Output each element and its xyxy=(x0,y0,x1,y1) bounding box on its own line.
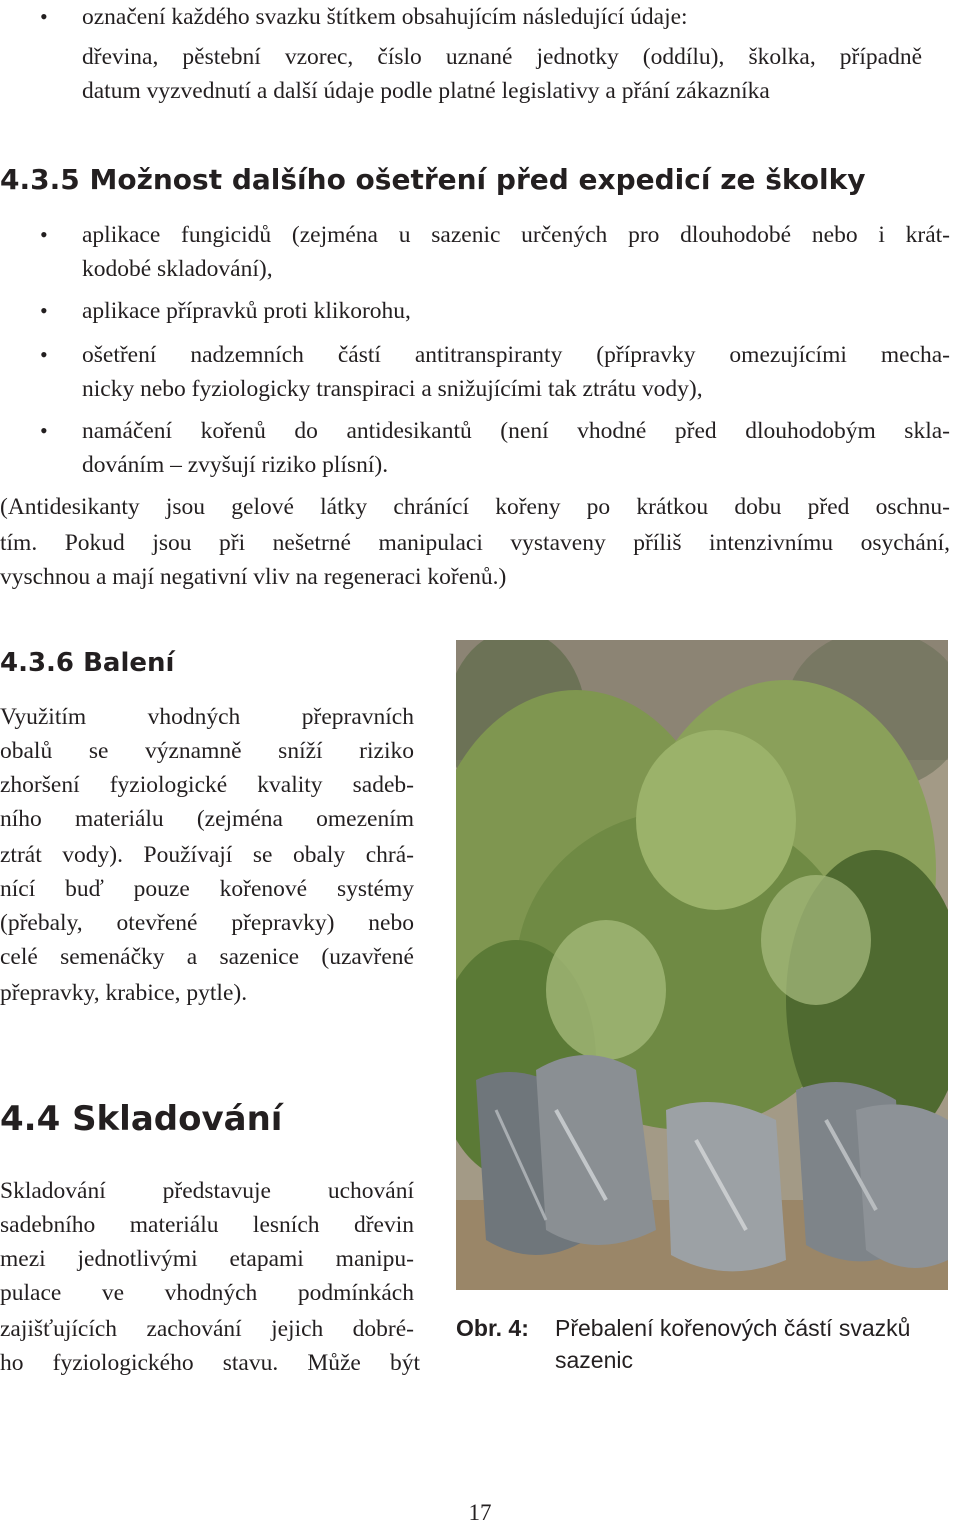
list-item-line: aplikace fungicidů (zejména u sazenic určených pro dlouhodobé nebo i krát- xyxy=(82,222,950,248)
bullet-marker: • xyxy=(40,222,48,247)
paragraph-line: nící buď pouze kořenové systémy xyxy=(0,876,414,902)
list-item-line: ošetření nadzemních částí antitranspiranty (přípravky omezujícími mecha- xyxy=(82,342,950,368)
paragraph-line: obalů se významně sníží riziko xyxy=(0,738,414,764)
paragraph-line: zajišťujících zachování jejich dobré- xyxy=(0,1316,414,1342)
label-list-line: označení každého svazku štítkem obsahujícím následující údaje: xyxy=(82,4,688,30)
bullet-marker: • xyxy=(40,4,48,29)
list-item-line: namáčení kořenů do antidesikantů (není vhodné před dlouhodobým skla- xyxy=(82,418,950,444)
bullet-marker: • xyxy=(40,342,48,367)
paragraph-line: ho fyziologického stavu. Může být xyxy=(0,1350,420,1376)
label-list-line: dřevina, pěstební vzorec, číslo uznané jednotky (oddílu), školka, případně xyxy=(82,44,922,70)
paragraph-line: tím. Pokud jsou při nešetrné manipulaci vystaveny příliš intenzivnímu osychání, xyxy=(0,530,950,556)
bullet-marker: • xyxy=(40,298,48,323)
page-number: 17 xyxy=(468,1500,492,1525)
paragraph-line: přepravky, krabice, pytle). xyxy=(0,980,248,1006)
list-item-line: nicky nebo fyziologicky transpiraci a snižujícími tak ztrátu vody), xyxy=(82,376,703,402)
paragraph-line: Využitím vhodných přepravních xyxy=(0,704,414,730)
label-list-line: datum vyzvednutí a další údaje podle platné legislativy a přání zákazníka xyxy=(82,78,770,104)
paragraph-line: Skladování představuje uchování xyxy=(0,1178,414,1204)
section-heading-4-3-5: 4.3.5 Možnost dalšího ošetření před expedicí ze školky xyxy=(0,163,866,196)
paragraph-line: ního materiálu (zejména omezením xyxy=(0,806,414,832)
bullet-marker: • xyxy=(40,418,48,443)
paragraph-line: (přebaly, otevřené přepravky) nebo xyxy=(0,910,414,936)
seedlings-photo xyxy=(456,640,948,1290)
paragraph-line: mezi jednotlivými etapami manipu- xyxy=(0,1246,414,1272)
paragraph-line: ztrát vody). Používají se obaly chrá- xyxy=(0,842,414,868)
paragraph-line: celé semenáčky a sazenice (uzavřené xyxy=(0,944,414,970)
paragraph-line: sadebního materiálu lesních dřevin xyxy=(0,1212,414,1238)
list-item-line: aplikace přípravků proti klikorohu, xyxy=(82,298,411,324)
seedlings-illustration xyxy=(456,640,948,1290)
figure-label: Obr. 4: xyxy=(456,1315,529,1341)
paragraph-line: zhoršení fyziologické kvality sadeb- xyxy=(0,772,414,798)
section-heading-4-4: 4.4 Skladování xyxy=(0,1099,283,1139)
paragraph-line: (Antidesikanty jsou gelové látky chránící kořeny po krátkou dobu před oschnu- xyxy=(0,494,950,520)
list-item-line: kodobé skladování), xyxy=(82,256,273,282)
section-heading-4-3-6: 4.3.6 Balení xyxy=(0,648,175,678)
paragraph-line: vyschnou a mají negativní vliv na regeneraci kořenů.) xyxy=(0,564,507,590)
paragraph-line: pulace ve vhodných podmínkách xyxy=(0,1280,414,1306)
list-item-line: dováním – zvyšují riziko plísní). xyxy=(82,452,389,478)
figure-caption: Přebalení kořenových částí svazků sazenic xyxy=(555,1315,911,1373)
